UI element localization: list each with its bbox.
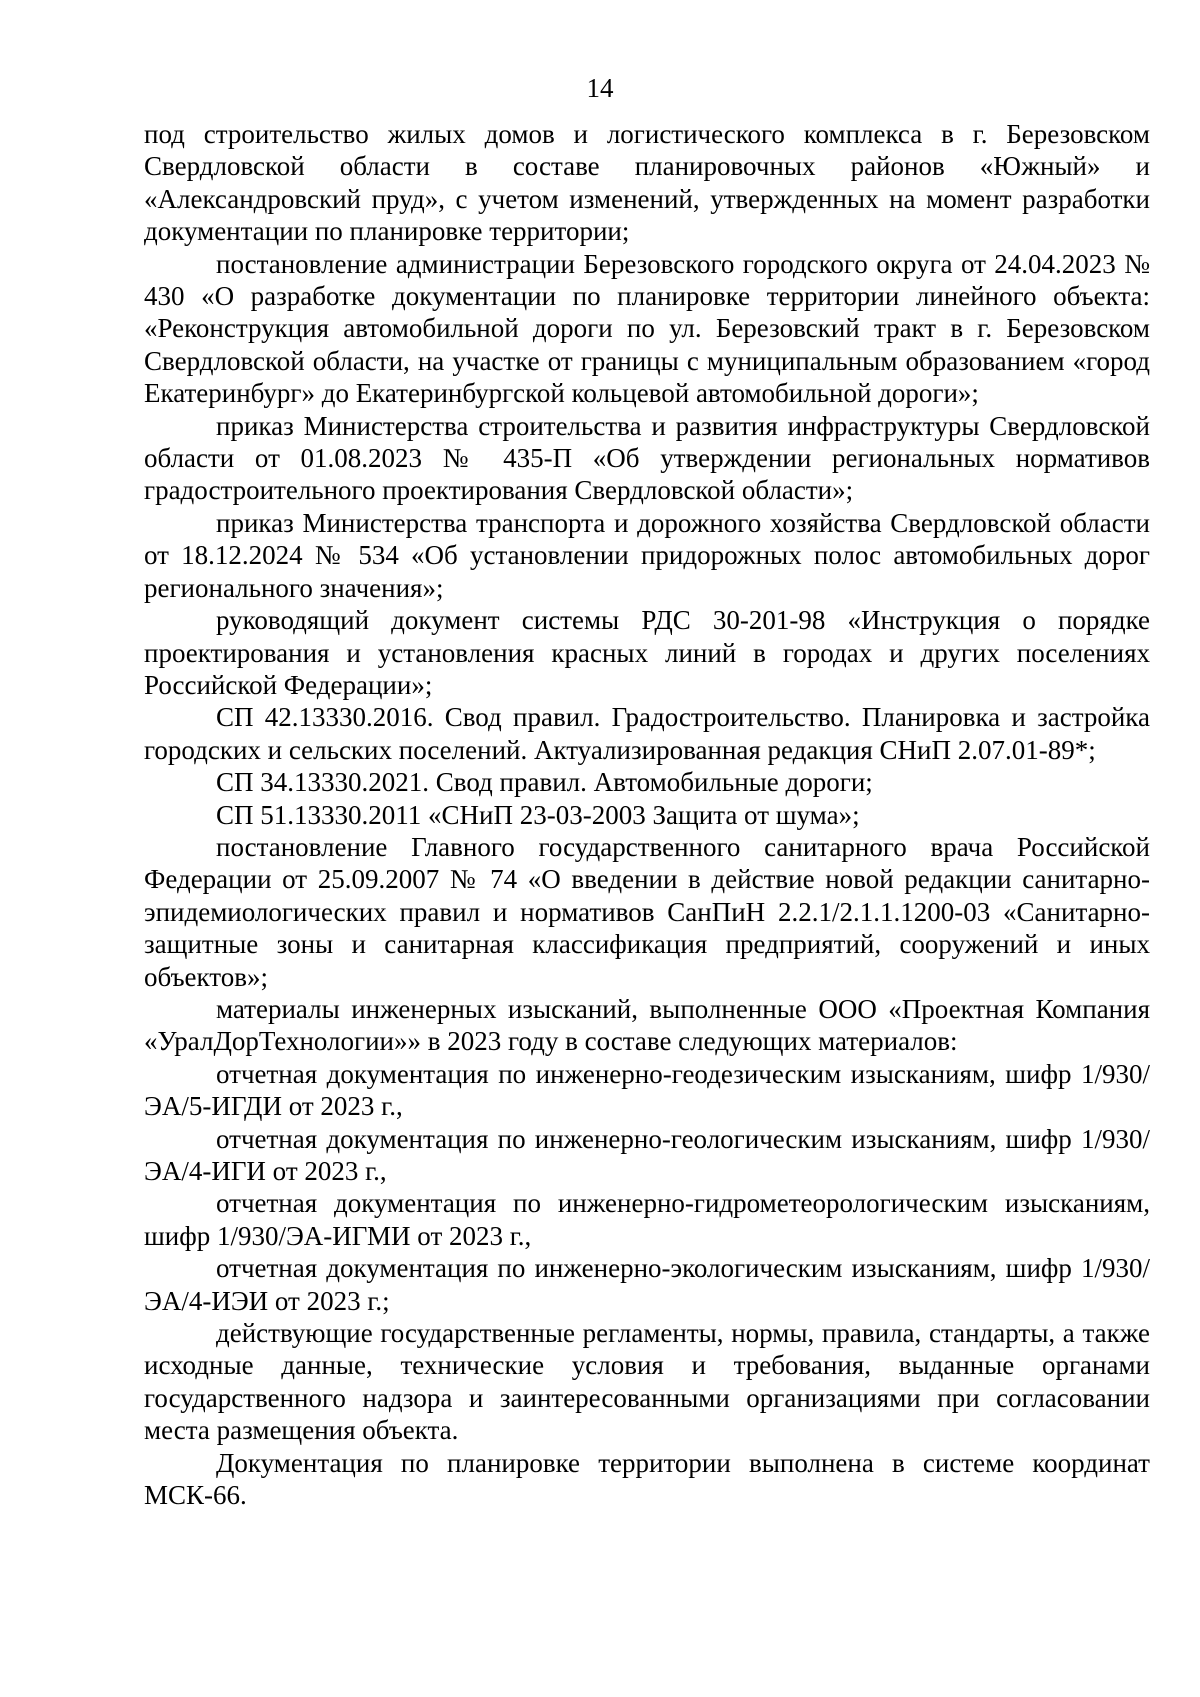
paragraph: действующие государственные регламенты, нормы, правила, стандарты, а также исходные данные, технические условия и требования, выданные органами государственного надзора и заинтересованными организациями при согласовании места размещения объекта. bbox=[144, 1318, 1150, 1446]
page-number: 14 bbox=[586, 73, 614, 103]
paragraph: постановление администрации Березовского городского округа от 24.04.2023 № 430 «О разработке документации по планировке территории линейного объекта: «Реконструкция автомобильной дороги по ул. Березовский тракт в г. Березовском Свердловской области, на участке от границы с муниципальным образованием «город Екатеринбург» до Екатеринбургской кольцевой автомобильной дороги»; bbox=[144, 248, 1150, 409]
paragraph: постановление Главного государственного санитарного врача Российской Федерации от 25.09.2007 № 74 «О введении в действие новой редакции санитарно-эпидемиологических правил и нормативов СанПиН 2.2.1/2.1.1.1200-03 «Санитарно-защитные зоны и санитарная классификация предприятий, сооружений и иных объектов»; bbox=[144, 831, 1150, 992]
paragraph: приказ Министерства строительства и развития инфраструктуры Свердловской области от 01.08.2023 № 435-П «Об утверждении региональных нормативов градостроительного проектирования Свердловской области»; bbox=[144, 410, 1150, 506]
paragraph: отчетная документация по инженерно-геодезическим изысканиям, шифр 1/930/ЭА/5-ИГДИ от 2023 г., bbox=[144, 1058, 1150, 1122]
paragraph: приказ Министерства транспорта и дорожного хозяйства Свердловской области от 18.12.2024 № 534 «Об установлении придорожных полос автомобильных дорог регионального значения»; bbox=[144, 507, 1150, 603]
paragraph: отчетная документация по инженерно-геологическим изысканиям, шифр 1/930/ЭА/4-ИГИ от 2023 г., bbox=[144, 1123, 1150, 1186]
paragraph: Документация по планировке территории выполнена в системе координат МСК-66. bbox=[144, 1447, 1150, 1511]
document-body bbox=[144, 118, 1150, 1511]
paragraph: СП 34.13330.2021. Свод правил. Автомобильные дороги; bbox=[216, 767, 873, 798]
paragraph: под строительство жилых домов и логистического комплекса в г. Березовском Свердловской области в составе планировочных районов «Южный» и «Александровский пруд», с учетом изменений, утвержденных на момент разработки документации по планировке территории; bbox=[144, 119, 1150, 247]
paragraph: отчетная документация по инженерно-гидрометеорологическим изысканиям, шифр 1/930/ЭА-ИГМИ от 2023 г., bbox=[144, 1188, 1150, 1251]
paragraph: руководящий документ системы РДС 30-201-98 «Инструкция о порядке проектирования и установления красных линий в городах и других поселениях Российской Федерации»; bbox=[144, 605, 1150, 700]
paragraph: отчетная документация по инженерно-экологическим изысканиям, шифр 1/930/ЭА/4-ИЭИ от 2023 г.; bbox=[144, 1253, 1150, 1316]
paragraph: материалы инженерных изысканий, выполненные ООО «Проектная Компания «УралДорТехнологии»» в 2023 году в составе следующих материалов: bbox=[144, 993, 1150, 1057]
paragraph: СП 42.13330.2016. Свод правил. Градостроительство. Планировка и застройка городских и сельских поселений. Актуализированная редакция СНиП 2.07.01-89*; bbox=[144, 702, 1150, 765]
paragraph: СП 51.13330.2011 «СНиП 23-03-2003 Защита от шума»; bbox=[216, 799, 860, 830]
